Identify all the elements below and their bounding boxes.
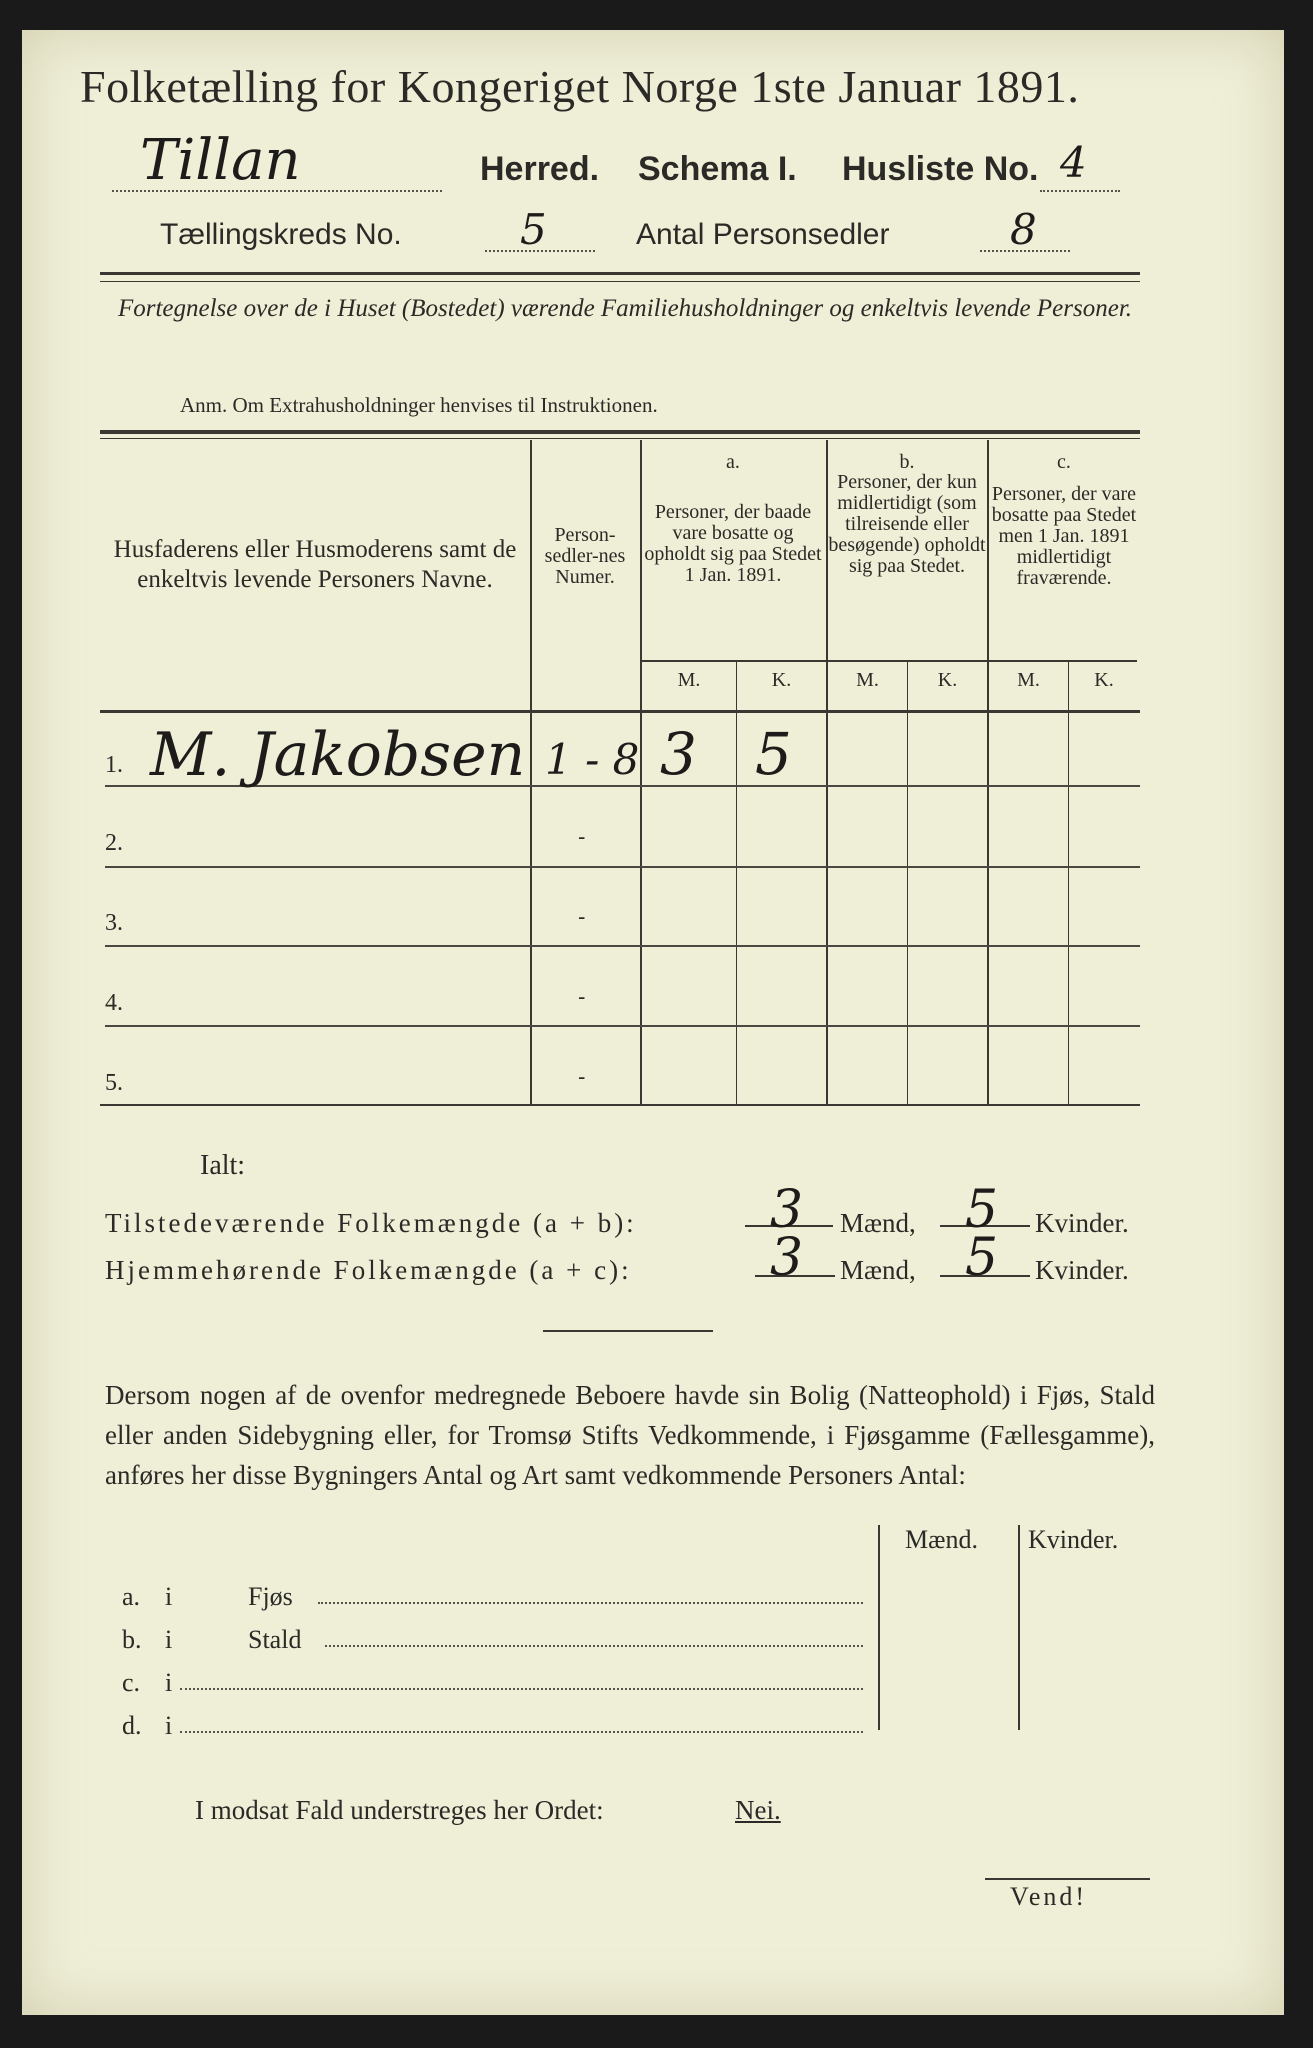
col-divider xyxy=(530,440,532,1105)
husliste-value: 4 xyxy=(1060,138,1087,187)
row-number: 5. xyxy=(105,1070,123,1096)
list-col-divider xyxy=(1018,1525,1020,1730)
sidebygning-paragraph: Dersom nogen af de ovenfor medregnede Beboere havde sin Bolig (Natteophold) i Fjøs, Stald eller anden Sidebygning eller, for Tromsø Stifts Vedkommende, i Fjøsgamme (Fællesgamme), anføres her disse Bygningers Antal og Art samt vedkommende Personers Antal: xyxy=(105,1380,1155,1490)
section-divider xyxy=(543,1330,713,1332)
col-a-m: M. xyxy=(677,669,701,691)
col-c-letter: c. xyxy=(1057,451,1071,473)
col-divider-mk xyxy=(907,662,908,1105)
col-c-header: Personer, der vare bosatte paa Stedet men 1 Jan. 1891 midlertidigt fraværende. xyxy=(991,483,1137,589)
row-number: 1. xyxy=(105,752,123,778)
list-col-divider xyxy=(878,1525,880,1730)
col-b-k: K. xyxy=(937,669,958,691)
col-num-header: Person-sedler-nes Numer. xyxy=(544,524,626,588)
herred-value: Tillan xyxy=(140,128,301,193)
col-a-header: Personer, der baade vare bosatte og opholdt sig paa Stedet 1 Jan. 1891. xyxy=(644,501,822,586)
tilstede-maend: Mænd, xyxy=(840,1208,916,1238)
list-dotted-line xyxy=(318,1602,863,1604)
list-i: i xyxy=(165,1668,173,1697)
row-number: 4. xyxy=(105,990,123,1016)
tilstede-kvinder: Kvinder. xyxy=(1035,1208,1129,1238)
header-rule-thin xyxy=(100,281,1140,282)
taellingskreds-value: 5 xyxy=(520,205,547,254)
col-divider-mk xyxy=(1068,662,1069,1105)
hjemme-k-value: 5 xyxy=(965,1228,999,1288)
list-letter: c. xyxy=(122,1668,141,1697)
hjemme-maend: Mænd, xyxy=(840,1255,916,1285)
anm-note: Anm. Om Extrahusholdninger henvises til Instruktionen. xyxy=(180,393,658,417)
modsat-word: Nei. xyxy=(735,1795,781,1825)
list-letter: d. xyxy=(122,1711,142,1740)
list-letter: a. xyxy=(122,1582,141,1611)
col-a-letter: a. xyxy=(726,451,740,473)
col-name-header: Husfaderens eller Husmoderens samt de enkeltvis levende Personers Navne. xyxy=(113,536,517,593)
tilstede-k-value: 5 xyxy=(965,1180,999,1240)
taellingskreds-label: Tællingskreds No. xyxy=(160,218,402,251)
header-rule xyxy=(100,272,1140,275)
vend-rule xyxy=(985,1878,1150,1880)
row-a-k: 5 xyxy=(755,720,792,788)
row-num: - xyxy=(578,825,586,850)
husliste-dotted-line xyxy=(1040,190,1120,192)
list-i: i xyxy=(165,1582,173,1611)
col-c-m: M. xyxy=(1017,669,1040,691)
list-dotted-line xyxy=(180,1731,863,1733)
table-top-rule xyxy=(100,430,1140,434)
list-i: i xyxy=(165,1625,173,1654)
col-a-k: K. xyxy=(771,669,792,691)
table-bottom-rule xyxy=(100,1104,1140,1106)
list-dotted-line xyxy=(180,1688,863,1690)
col-b-header: Personer, der kun midlertidigt (som tilreisende eller besøgende) opholdt sig paa Stedet. xyxy=(828,471,986,577)
herred-label: Herred. xyxy=(480,150,600,188)
hjemme-kvinder: Kvinder. xyxy=(1035,1255,1129,1285)
col-c-k: K. xyxy=(1094,669,1114,691)
personsedler-label: Antal Personsedler xyxy=(636,218,890,251)
vend-label: Vend! xyxy=(1010,1882,1088,1911)
hjemme-label: Hjemmehørende Folkemængde (a + c): xyxy=(105,1255,632,1285)
col-b-m: M. xyxy=(856,669,879,691)
list-label: Fjøs xyxy=(248,1582,293,1611)
row-num: - xyxy=(578,905,586,930)
list-maend-header: Mænd. xyxy=(905,1525,978,1554)
row-line xyxy=(105,1025,1140,1027)
row-line xyxy=(105,866,1140,868)
col-divider-mk xyxy=(736,662,737,1105)
row-number: 3. xyxy=(105,910,123,936)
row-number: 2. xyxy=(105,830,123,856)
table-header-rule xyxy=(100,710,1140,713)
tilstede-m-value: 3 xyxy=(770,1180,804,1240)
list-letter: b. xyxy=(122,1625,142,1654)
col-b-letter: b. xyxy=(899,451,915,473)
modsat-text: I modsat Fald understreges her Ordet: xyxy=(195,1795,604,1825)
row-a-m: 3 xyxy=(660,720,697,788)
row-name: M. Jakobsen xyxy=(150,720,526,790)
list-kvinder-header: Kvinder. xyxy=(1028,1525,1119,1554)
row-num: - xyxy=(578,1065,586,1090)
list-label: Stald xyxy=(248,1625,302,1654)
row-num: - xyxy=(578,985,586,1010)
ialt-label: Ialt: xyxy=(200,1150,246,1181)
list-i: i xyxy=(165,1711,173,1740)
hjemme-m-value: 3 xyxy=(770,1228,804,1288)
row-line xyxy=(105,945,1140,947)
row-num: 1 - 8 xyxy=(545,735,640,784)
form-subtitle: Fortegnelse over de i Huset (Bostedet) værende Familiehusholdninger og enkeltvis levende Personer. xyxy=(117,295,1133,322)
form-title: Folketælling for Kongeriget Norge 1ste Januar 1891. xyxy=(80,61,1080,112)
table-top-rule-thin xyxy=(100,438,1140,439)
schema-label: Schema I. xyxy=(638,150,797,188)
mk-header-rule xyxy=(642,660,1137,662)
tilstede-label: Tilstedeværende Folkemængde (a + b): xyxy=(105,1208,637,1238)
list-dotted-line xyxy=(325,1645,863,1647)
husliste-label: Husliste No. xyxy=(842,150,1039,188)
personsedler-value: 8 xyxy=(1010,205,1037,254)
